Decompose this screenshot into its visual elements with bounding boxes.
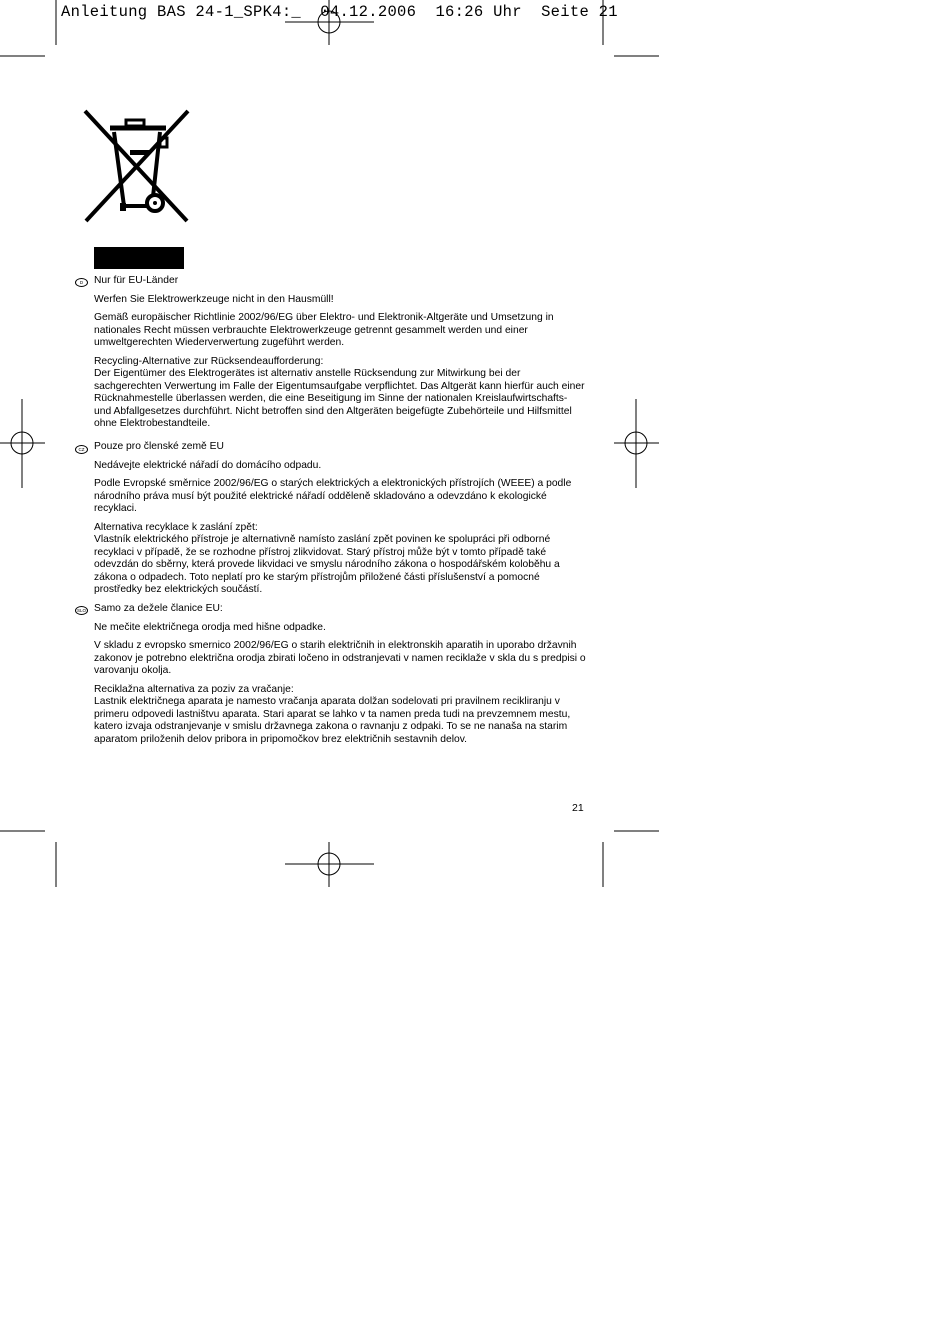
paragraph-heading: Recycling-Alternative zur Rücksendeaufforderung: [94,355,324,367]
page-number: 21 [572,802,584,814]
paragraph: Lastnik električnega aparata je namesto vračanja aparata dolžan sodelovati pri pravilnem recikliranju v primeru odpovedi lastništvu aparata. Stari aparat se lahko v ta namen preda tudi na prevzemnem mestu, katero izvaja odstranjevanje v smislu državnega zakona o ravnanju z odpaki. To se ne nanaša na starim aparatom priloženih delov pribora in pripomočkov brez električnih sestavnih delov. [94,696,571,745]
section-title: Pouze pro členské země EU [94,441,224,452]
paragraph: Werfen Sie Elektrowerkzeuge nicht in den Hausmüll! [94,293,334,305]
paragraph-heading: Reciklažna alternativa za poziv za vračanje: [94,683,294,695]
paragraph-heading: Alternativa recyklace k zaslání zpět: [94,521,258,533]
paragraph: Podle Evropské směrnice 2002/96/EG o starých elektrických a elektronických přístrojích (WEEE) a podle národního práva musí být použité elektrické nářadí odděleně skladováno a odevzdáno k ekologické recyklaci. [94,478,572,515]
section-si [94,603,586,752]
paragraph: Nedávejte elektrické nářadí do domácího odpadu. [94,459,322,471]
paragraph: Vlastník elektrického přístroje je alternativně namísto zaslání zpět povinen ke spolupráci při odborné recyklaci v případě, že se rozhodne přístroj zlikvidovat. Starý přístroj může být v tomto případě také odevzdán do sběrny, která provede likvidaci ve smyslu národního zákona o hospodářském koloběhu a zákona o odpadech. Toto neplatí pro ke starým přístrojům přiložené části příslušenství a pomocné prostředky bez elektrických součástí. [94,534,560,595]
black-marking-bar [94,247,184,269]
paragraph: Ne mečite električnega orodja med hišne odpadke. [94,621,326,633]
paragraph: V skladu z evropsko smernico 2002/96/EG o starih električnih in elektronskih aparatih in uporabo državnih zakonov je potrebno električna orodja zbirati ločeno in odstranjevati v namen reciklaže v skla du s predpisi o varovanju okolja. [94,640,586,677]
crossed-out-wheelie-bin-icon [82,108,192,226]
section-de [94,275,586,437]
paragraph: Der Eigentümer des Elektrogerätes ist alternativ anstelle Rücksendung zur Mitwirkung bei der sachgerechten Verwertung im Falle der Eigentumsaufgabe verpflichtet. Das Altgerät kann hierfür auch einer Rücknahmestelle überlassen werden, die eine Beseitigung im Sinne der nationalen Kreislaufwirtschafts- und Abfallgesetzes durchführt. Nicht betroffen sind den Altgeräten beigefügte Zubehörteile und Hilfsmittel ohne Elektrobestandteile. [94,368,585,429]
country-code-badge-icon: CZ [75,445,88,454]
paragraph: Gemäß europäischer Richtlinie 2002/96/EG über Elektro- und Elektronik-Altgeräte und Umsetzung in nationales Recht müssen verbrauchte Elektrowerkzeuge getrennt gesammelt werden und einer umweltgerechten Wiederverwertung zugeführt werden. [94,312,554,349]
print-header: Anleitung BAS 24-1_SPK4:_ 04.12.2006 16:26 Uhr Seite 21 [61,3,618,21]
section-cz [94,441,586,603]
section-title: Nur für EU-Länder [94,275,179,286]
country-code-badge-icon: SLO [76,608,86,613]
country-code-badge-icon: D [75,278,88,287]
section-title: Samo za dežele članice EU: [94,603,223,614]
